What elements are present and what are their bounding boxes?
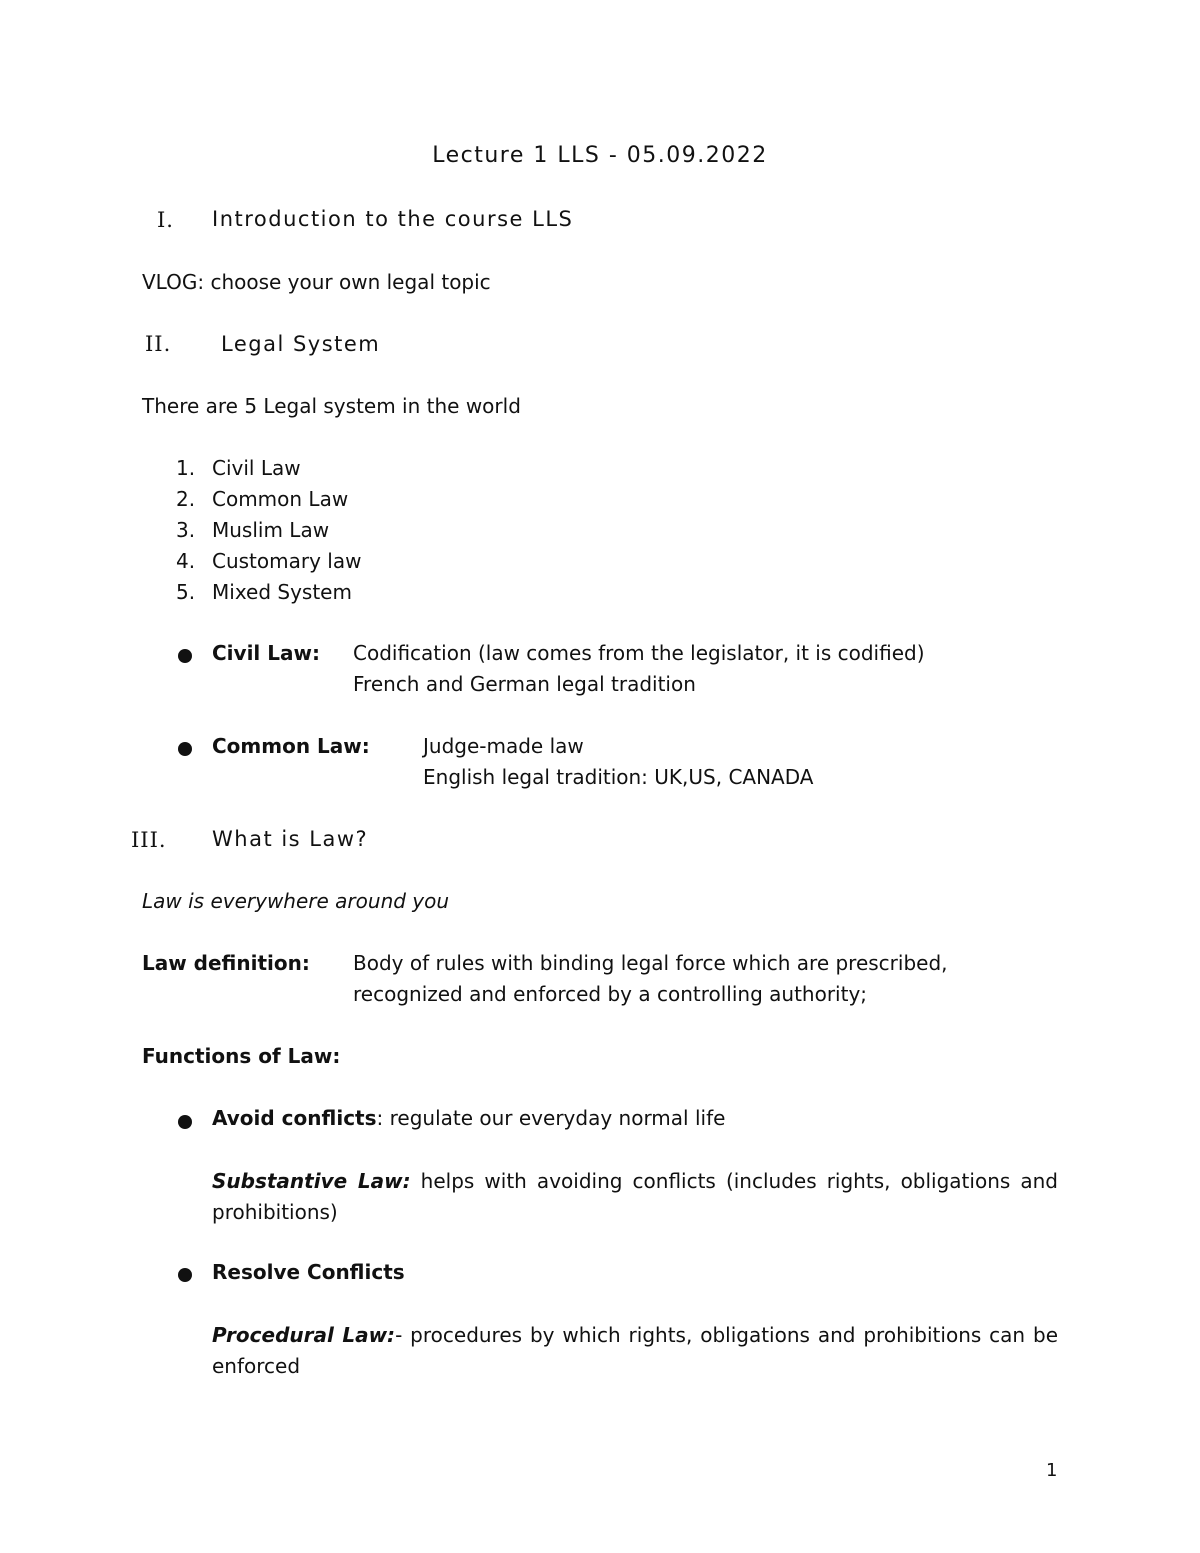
bullet-icon [178,649,192,663]
law-definition-label: Law definition: [142,951,310,975]
page-title: Lecture 1 LLS - 05.09.2022 [432,143,768,168]
avoid-conflicts-text: : regulate our everyday normal life [376,1106,726,1130]
list-number: 2. [176,487,196,511]
list-number: 3. [176,518,196,542]
avoid-conflicts-label: Avoid conflicts [212,1106,377,1130]
vlog-line: VLOG: choose your own legal topic [142,270,491,294]
substantive-law-paragraph [212,1166,1058,1228]
section-3-numeral: III. [131,828,167,852]
common-law-line-1: Judge-made law [423,734,584,758]
section-2-numeral: II. [145,332,172,356]
avoid-conflicts-line [212,1108,725,1128]
section-3-heading: What is Law? [212,827,369,851]
bullet-icon [178,742,192,756]
section-1-numeral: I. [157,208,174,232]
bullet-icon [178,1268,192,1282]
list-item: Common Law [212,487,349,511]
legal-systems-intro: There are 5 Legal system in the world [142,394,521,418]
substantive-law-label: Substantive Law: [212,1169,411,1193]
procedural-law-label: Procedural Law: [212,1323,396,1347]
bullet-icon [178,1115,192,1129]
list-item: Customary law [212,549,362,573]
list-number: 5. [176,580,196,604]
civil-law-label: Civil Law: [212,641,320,665]
list-item: Civil Law [212,456,301,480]
civil-law-line-2: French and German legal tradition [353,672,696,696]
resolve-conflicts-label: Resolve Conflicts [212,1260,405,1284]
list-number: 1. [176,456,196,480]
civil-law-line-1: Codification (law comes from the legislator, it is codified) [353,641,925,665]
functions-heading: Functions of Law: [142,1044,341,1068]
procedural-law-paragraph [212,1320,1058,1382]
common-law-label: Common Law: [212,734,370,758]
list-number: 4. [176,549,196,573]
list-item: Muslim Law [212,518,330,542]
common-law-line-2: English legal tradition: UK,US, CANADA [423,765,814,789]
procedural-law-text: - procedures by which rights, obligations and prohibitions can be enforced [212,1323,1059,1378]
page-number: 1 [1046,1460,1058,1481]
substantive-law-text: helps with avoiding conflicts (includes rights, obligations and prohibitions) [212,1169,1059,1224]
law-definition-line-1: Body of rules with binding legal force which are prescribed, [353,951,948,975]
law-definition-line-2: recognized and enforced by a controlling authority; [353,982,868,1006]
section-2-heading: Legal System [221,332,381,356]
list-item: Mixed System [212,580,352,604]
section-1-heading: Introduction to the course LLS [212,207,574,231]
law-everywhere: Law is everywhere around you [142,889,450,913]
